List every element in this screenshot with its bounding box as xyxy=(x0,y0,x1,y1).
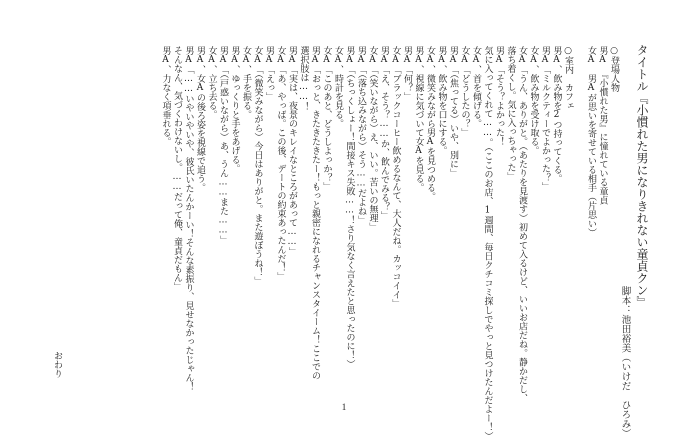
script-line: 女A「このあと、どうしよっか？」 xyxy=(321,46,332,191)
script-line: 女A、首を傾げる。 xyxy=(471,46,481,128)
script-line: 女A「（微笑みながら）今日はありがと。また遊ぼうね！」 xyxy=(252,46,263,286)
script-line: 男A、飲み物を2つ持ってくる。 xyxy=(551,46,562,183)
script-line: 男A「実は、夜景のキレイなところがあって……」 xyxy=(287,46,297,256)
script-line: 男A「おっと、きたきたきたー！もっと親密になれるチャンスタイーム！ここでの xyxy=(310,46,320,380)
script-line: ○室内 カフェ xyxy=(563,46,573,110)
script-line: 女A「あ、やっば。この後、デートの約束あったんだ！」 xyxy=(275,46,286,281)
page-number: 1 xyxy=(341,402,347,412)
script-line: 男A、女Aの後ろ姿を視線で追う。 xyxy=(195,46,205,192)
script-line: 男A、ゆっくりと手をあげる。 xyxy=(229,46,240,173)
script-line: 男A「（戸惑いながら）あ、うん……また……」 xyxy=(218,46,228,245)
script-line: ○登場人物 xyxy=(609,46,619,92)
script-line: 男A「何？」 xyxy=(402,46,412,101)
script-line: 男A「……いやいやいや、彼氏いたんかーい！そんな素振り、見せなかったじゃん！ xyxy=(183,46,194,391)
script-line: 女A「うん、ありがと。（あたりを見渡す）初めて入るけど、いいお店だね。静かだし、 xyxy=(517,46,527,403)
script-line: 男A「えっ」 xyxy=(264,46,274,101)
script-line: 女A「（笑いながら）え、いい。苦いの無理」 xyxy=(367,46,378,232)
script-line: 男A、視線に気づいて女Aを見る。 xyxy=(413,46,424,192)
script-line: 女A、立ち去る。 xyxy=(206,46,217,119)
script-line: 選択肢は……！ xyxy=(298,46,309,111)
script-line: 女A、時計を見る。 xyxy=(333,46,343,128)
script-line: 男A「（ちっくしょー！間接キス失敗……！さり気なく言えたと思ったのに！） xyxy=(344,46,355,369)
end-mark: おわり xyxy=(52,351,62,378)
author-credit: 脚本：池田裕美（いけだ ひろみ） xyxy=(619,286,631,438)
script-line: 男A「ミルクティーでよかった？」 xyxy=(540,46,550,191)
script-line: 女A 男Aが思いを寄せている相手（片思い） xyxy=(586,46,596,237)
script-line: 女A、微笑みながら男Aを見つめる。 xyxy=(425,46,435,201)
script-line: 落ち着くし。気に入っちゃった」 xyxy=(505,46,516,181)
script-line: 男A、力なく項垂れる。 xyxy=(160,46,171,146)
script-line: 男A、飲み物を口にする。 xyxy=(436,46,447,155)
script-line: 女A「どうしたの？」 xyxy=(459,46,470,137)
script-title: タイトル『小慣れた男になりきれない童貞クン』 xyxy=(635,44,649,308)
script-line: 男A「（落ち込みながら）そう……だよね」 xyxy=(356,46,366,225)
script-line: 男A「（焦ってる）いや、別に」 xyxy=(448,46,458,178)
script-line: 気に入ってくれて……。（ここのお店、1週間、毎日クチコミ探しでやっと見つけたんだよー！） xyxy=(482,46,493,441)
script-line: 女A、飲み物を受け取る。 xyxy=(528,46,539,155)
script-line: 男A「え、そう？……か、飲んでみる？」 xyxy=(379,46,389,220)
script-line: 女A、手を振る。 xyxy=(241,46,251,119)
script-line: そんなん、気づくわけないし。……だって俺、童貞だもん」 xyxy=(172,46,182,291)
script-line: 女A「ブラックコーヒー飲めるなんて、大人だね。カッコイイ」 xyxy=(390,46,401,308)
script-line: 男A「そう？よかった！ xyxy=(494,46,504,146)
script-line: 男A 『小慣れた男』に憧れている童貞 xyxy=(597,46,608,205)
